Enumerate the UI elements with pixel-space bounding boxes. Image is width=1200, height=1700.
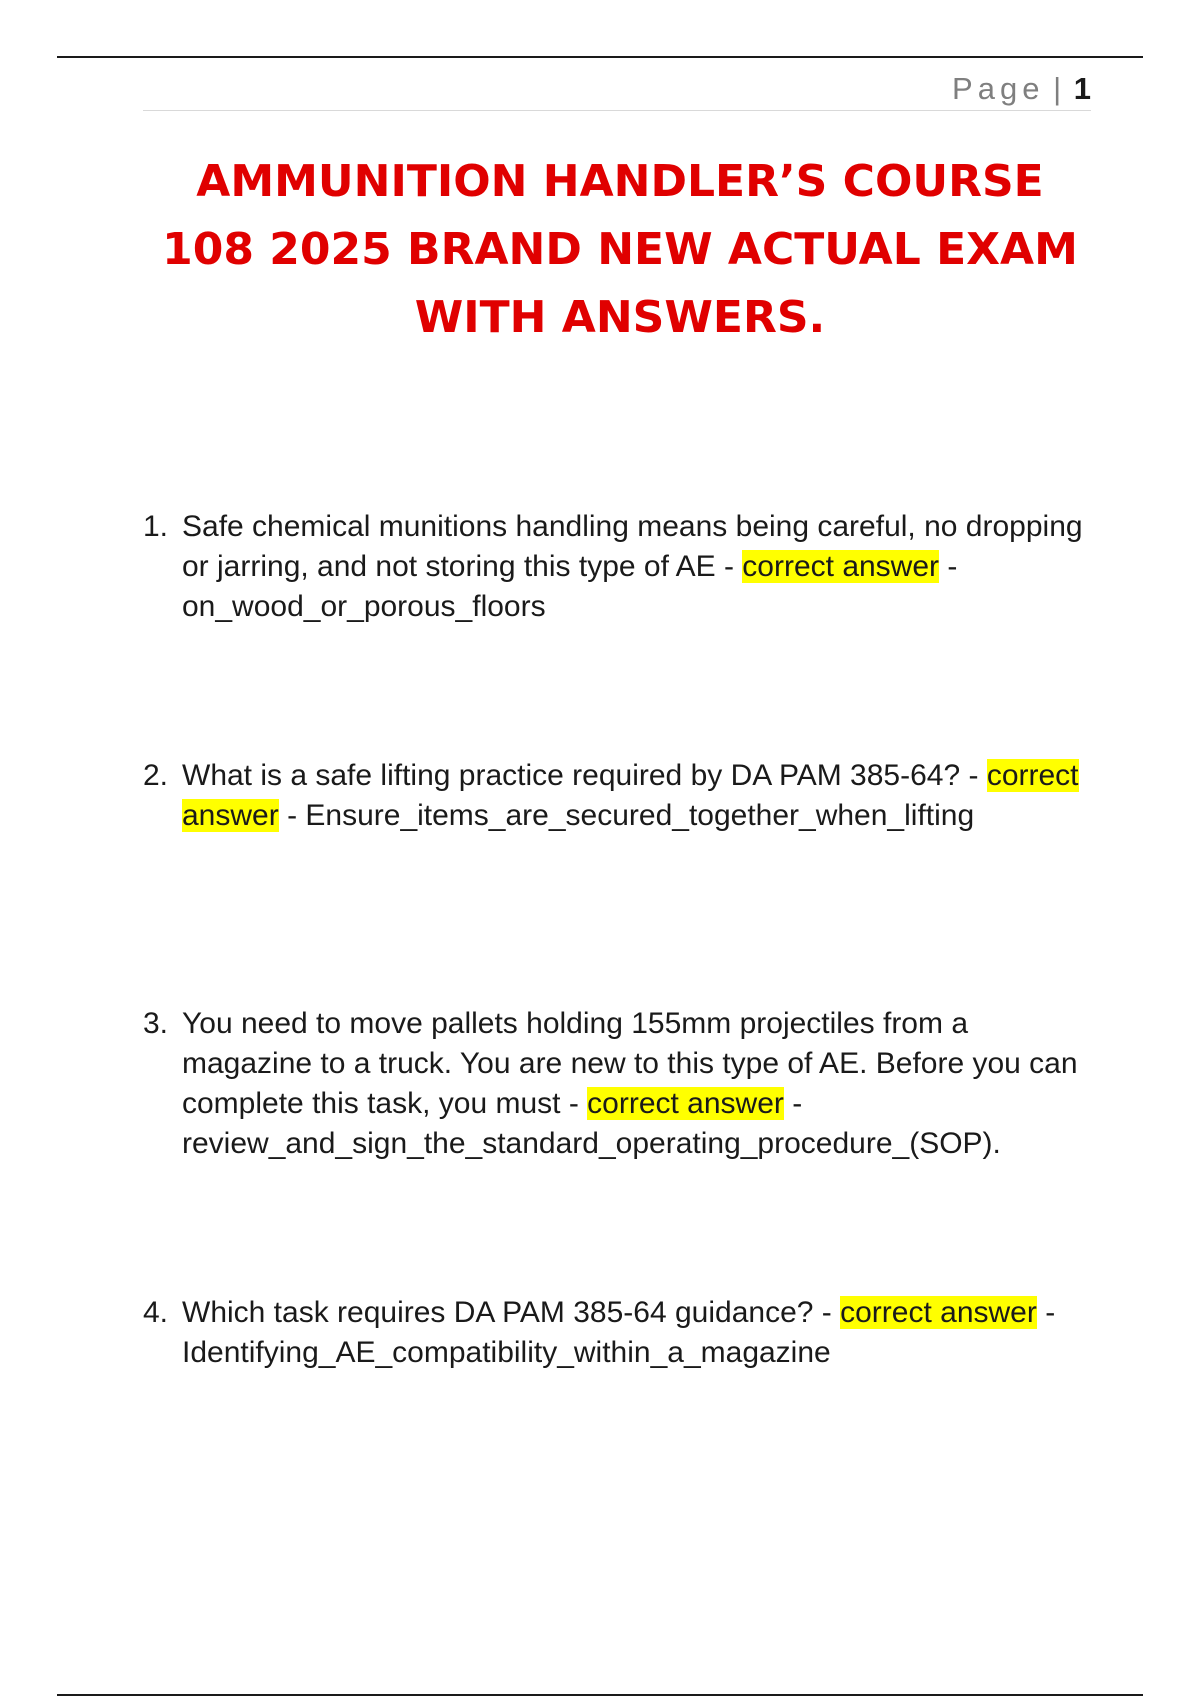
bottom-rule [57, 1694, 1143, 1696]
title-line-1: AMMUNITION HANDLER’S COURSE [196, 156, 1044, 207]
question-number: 3. [143, 1007, 169, 1040]
question-body [182, 507, 1083, 627]
answer-label-highlight: correct answer [742, 550, 940, 583]
question-text: Safe chemical munitions handling means being careful, no dropping or jarring, and not storing this type of AE - [182, 510, 1083, 583]
question-body [182, 756, 1083, 836]
question-body [182, 1293, 1083, 1373]
answer-text: -on_wood_or_porous_floors [182, 550, 958, 623]
question-item [143, 507, 1083, 627]
answer-text: - review_and_sign_the_standard_operating_procedure_(SOP). [182, 1087, 1001, 1160]
question-text: You need to move pallets holding 155mm projectiles from a magazine to a truck. You are new to this type of AE. Before you can complete this task, you must - [182, 1007, 1078, 1120]
title-line-3: WITH ANSWERS. [414, 292, 826, 343]
question-item [143, 756, 1083, 836]
top-rule [57, 56, 1143, 58]
question-item [143, 1004, 1083, 1164]
answer-label-highlight: correct answer [182, 759, 1079, 832]
document-title [130, 148, 1110, 352]
page-label: Page [952, 71, 1045, 106]
question-item [143, 1293, 1083, 1373]
question-number: 2. [143, 759, 169, 792]
question-text: What is a safe lifting practice required by DA PAM 385-64? - [182, 759, 979, 792]
answer-label-highlight: correct answer [840, 1296, 1037, 1329]
page-separator: | [1053, 71, 1062, 106]
answer-text: - Ensure_items_are_secured_together_when_lifting [287, 799, 975, 832]
question-number: 4. [143, 1296, 169, 1329]
question-number: 1. [143, 510, 169, 543]
answer-text: -Identifying_AE_compatibility_within_a_magazine [182, 1296, 1056, 1369]
answer-label-highlight: correct answer [587, 1087, 784, 1120]
page-header [143, 68, 1091, 111]
question-text: Which task requires DA PAM 385-64 guidance? - [182, 1296, 832, 1329]
question-body [182, 1004, 1083, 1164]
page-number: 1 [1073, 71, 1091, 106]
title-line-2: 108 2025 BRAND NEW ACTUAL EXAM [162, 224, 1078, 275]
